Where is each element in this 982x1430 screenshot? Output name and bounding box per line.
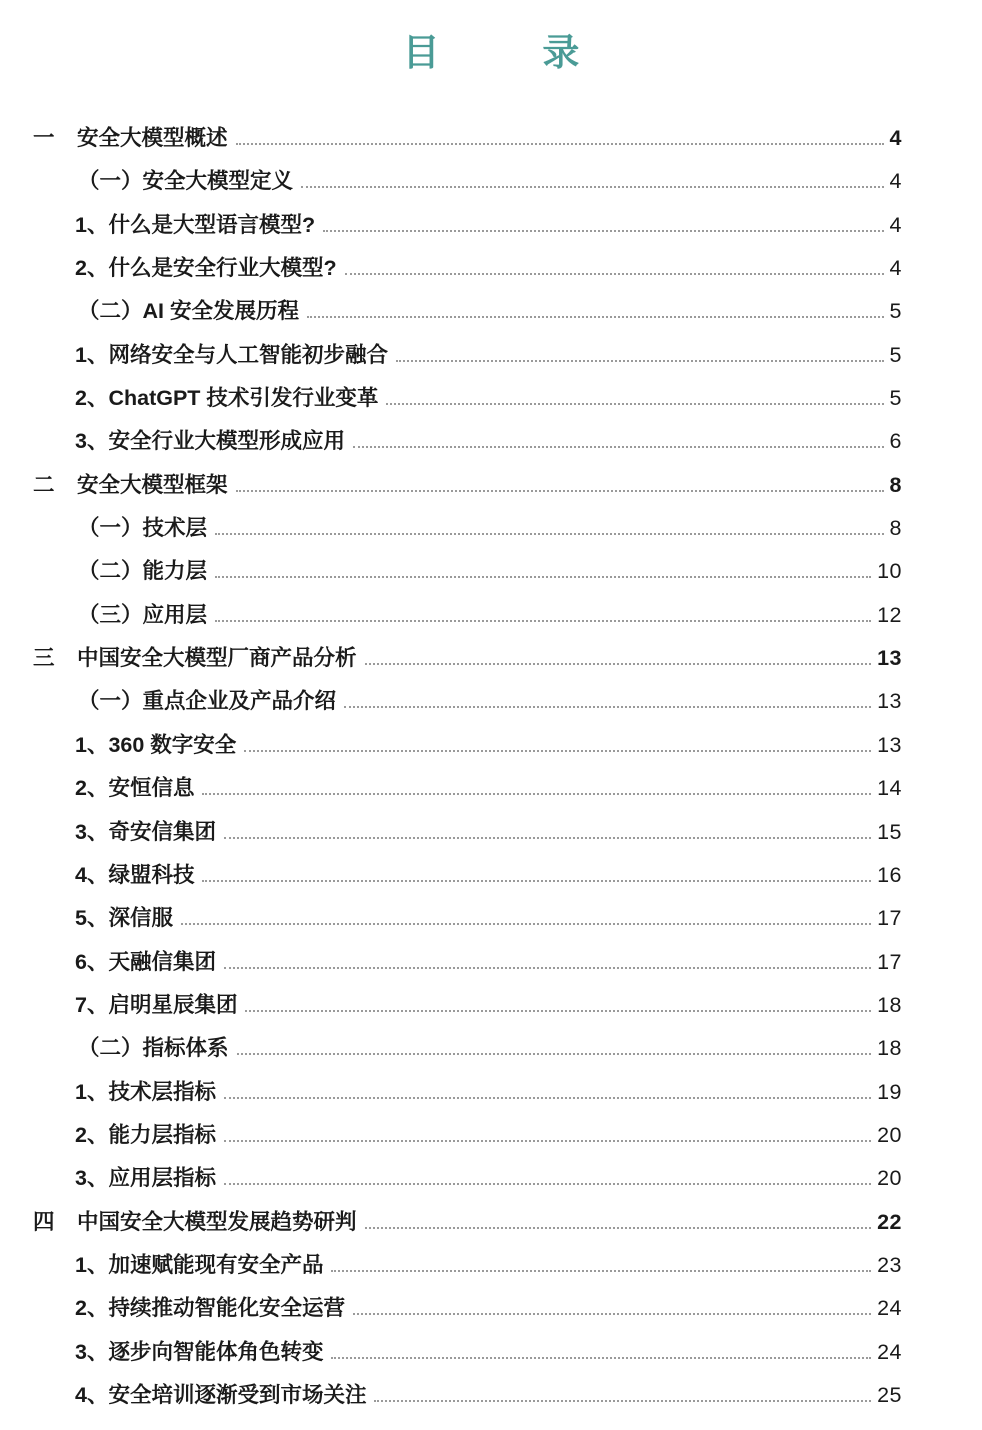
- dot-leader: [215, 576, 871, 578]
- toc-entry-label: （二）能力层: [78, 559, 208, 584]
- toc-entry[interactable]: [0, 1157, 982, 1200]
- dot-leader: [331, 1357, 871, 1359]
- toc-entry[interactable]: [0, 160, 982, 203]
- toc-entry-page: 15: [877, 819, 902, 844]
- toc-entry[interactable]: [0, 204, 982, 247]
- toc-entry-label: 2、能力层指标: [75, 1122, 216, 1147]
- dot-leader: [215, 533, 884, 535]
- dot-leader: [224, 1140, 871, 1142]
- toc-entry[interactable]: [0, 680, 982, 723]
- toc-entry-label: 6、天融信集团: [75, 949, 216, 974]
- toc-entry-marker: 三: [33, 646, 55, 671]
- toc-entry[interactable]: [0, 290, 982, 333]
- dot-leader: [215, 620, 871, 622]
- toc-entry[interactable]: [0, 1374, 982, 1417]
- dot-leader: [181, 923, 871, 925]
- dot-leader: [307, 316, 884, 318]
- dot-leader: [224, 1097, 871, 1099]
- toc-entry-label: 3、应用层指标: [75, 1166, 216, 1191]
- toc-entry-label: 7、启明星辰集团: [75, 992, 238, 1017]
- dot-leader: [245, 1010, 871, 1012]
- dot-leader: [244, 750, 871, 752]
- toc-entry-page: 5: [889, 386, 902, 411]
- dot-leader: [236, 143, 884, 145]
- toc-entry-page: 12: [877, 602, 902, 627]
- toc-entry[interactable]: [0, 897, 982, 940]
- toc-entry-page: 13: [877, 689, 902, 714]
- toc-entry[interactable]: [0, 1027, 982, 1070]
- toc-entry[interactable]: [0, 594, 982, 637]
- toc-entry[interactable]: [0, 550, 982, 593]
- dot-leader: [323, 230, 883, 232]
- dot-leader: [344, 706, 871, 708]
- toc-entry-label: 3、奇安信集团: [75, 819, 216, 844]
- toc-entry-page: 18: [877, 1036, 902, 1061]
- dot-leader: [353, 446, 884, 448]
- toc-entry-page: 5: [889, 342, 902, 367]
- toc-entry-page: 20: [877, 1122, 902, 1147]
- toc-entry[interactable]: [0, 1244, 982, 1287]
- toc-entry-marker: 一: [33, 126, 55, 150]
- toc-entry-page: 24: [877, 1339, 902, 1364]
- dot-leader: [237, 1053, 872, 1055]
- dot-leader: [365, 1227, 872, 1229]
- toc-entry-label: 4、绿盟科技: [75, 862, 195, 887]
- toc-entry-page: 13: [877, 732, 902, 757]
- toc-entry-label: 1、加速赋能现有安全产品: [75, 1252, 324, 1277]
- dot-leader: [386, 403, 883, 405]
- dot-leader: [202, 793, 871, 795]
- dot-leader: [331, 1270, 871, 1272]
- toc-entry-page: 19: [877, 1079, 902, 1104]
- toc-entry-label: （一）技术层: [78, 516, 208, 541]
- toc-entry-label: 中国安全大模型厂商产品分析: [77, 646, 357, 671]
- toc-entry[interactable]: [0, 1071, 982, 1114]
- toc-entry-page: 4: [889, 126, 902, 150]
- toc-entry-label: （三）应用层: [78, 602, 208, 627]
- toc-entry-label: （一）安全大模型定义: [78, 169, 294, 194]
- toc-entry[interactable]: [0, 247, 982, 290]
- toc-entry-page: 16: [877, 862, 902, 887]
- toc-entry[interactable]: [0, 507, 982, 550]
- toc-entry-label: 1、技术层指标: [75, 1079, 216, 1104]
- dot-leader: [345, 273, 884, 275]
- toc-entry-marker: 二: [33, 472, 55, 497]
- toc-entry-page: 13: [877, 646, 902, 671]
- dot-leader: [224, 837, 871, 839]
- toc-entry[interactable]: [0, 1331, 982, 1374]
- toc-entry[interactable]: [0, 420, 982, 463]
- toc-entry[interactable]: [0, 1114, 982, 1157]
- toc-entry-page: 8: [889, 472, 902, 497]
- dot-leader: [202, 880, 871, 882]
- toc-entry-page: 6: [889, 429, 902, 454]
- toc-entry-label: 4、安全培训逐渐受到市场关注: [75, 1382, 367, 1407]
- toc-entry-label: 2、安恒信息: [75, 776, 195, 801]
- dot-leader: [365, 663, 872, 665]
- toc-entry-page: 20: [877, 1166, 902, 1191]
- toc-entry[interactable]: [0, 811, 982, 854]
- toc-entry-page: 4: [889, 169, 902, 194]
- toc-entry-label: （一）重点企业及产品介绍: [78, 689, 337, 714]
- toc-entry-label: 1、什么是大型语言模型?: [75, 212, 316, 237]
- page-title: 目 录: [402, 32, 626, 73]
- toc-entry[interactable]: [0, 637, 982, 680]
- dot-leader: [224, 967, 871, 969]
- toc-entry-label: 5、深信服: [75, 906, 173, 931]
- toc-entry-label: 安全大模型框架: [77, 472, 228, 497]
- toc-entry-label: 1、360 数字安全: [75, 732, 237, 757]
- toc-entry-page: 8: [889, 516, 902, 541]
- toc-entry-label: （二）指标体系: [78, 1036, 229, 1061]
- toc-entry[interactable]: [0, 941, 982, 984]
- toc-entry[interactable]: [0, 464, 982, 507]
- toc-entry-page: 24: [877, 1296, 902, 1321]
- dot-leader: [353, 1313, 871, 1315]
- toc-entry[interactable]: [0, 1287, 982, 1330]
- toc-entry-page: 22: [877, 1209, 902, 1234]
- toc-entry[interactable]: [0, 1201, 982, 1244]
- toc-list: [0, 117, 982, 1417]
- toc-entry-marker: 四: [33, 1209, 55, 1234]
- toc-entry-page: 5: [889, 299, 902, 324]
- toc-entry-label: 3、安全行业大模型形成应用: [75, 429, 345, 454]
- toc-entry-label: 2、ChatGPT 技术引发行业变革: [75, 386, 379, 411]
- toc-entry[interactable]: [0, 377, 982, 420]
- toc-entry-page: 4: [889, 212, 902, 237]
- toc-entry-page: 17: [877, 949, 902, 974]
- toc-entry-page: 14: [877, 776, 902, 801]
- toc-entry[interactable]: [0, 767, 982, 810]
- toc-entry[interactable]: [0, 854, 982, 897]
- toc-entry-label: 3、逐步向智能体角色转变: [75, 1339, 324, 1364]
- toc-entry-label: 1、网络安全与人工智能初步融合: [75, 342, 388, 367]
- toc-entry[interactable]: [0, 984, 982, 1027]
- toc-entry-label: 2、持续推动智能化安全运营: [75, 1296, 345, 1321]
- dot-leader: [236, 490, 884, 492]
- toc-entry[interactable]: [0, 117, 982, 160]
- toc-entry-label: （二）AI 安全发展历程: [78, 299, 299, 324]
- toc-entry-page: 17: [877, 906, 902, 931]
- toc-entry-page: 10: [877, 559, 902, 584]
- toc-entry-page: 18: [877, 992, 902, 1017]
- dot-leader: [396, 360, 884, 362]
- toc-entry-label: 2、什么是安全行业大模型?: [75, 256, 337, 281]
- toc-entry-label: 安全大模型概述: [77, 126, 228, 150]
- dot-leader: [301, 186, 884, 188]
- toc-entry[interactable]: [0, 334, 982, 377]
- toc-entry-page: 23: [877, 1252, 902, 1277]
- toc-entry-page: 4: [889, 256, 902, 281]
- toc-entry-label: 中国安全大模型发展趋势研判: [77, 1209, 357, 1234]
- dot-leader: [374, 1400, 871, 1402]
- toc-entry-page: 25: [877, 1382, 902, 1407]
- toc-entry[interactable]: [0, 724, 982, 767]
- dot-leader: [224, 1183, 871, 1185]
